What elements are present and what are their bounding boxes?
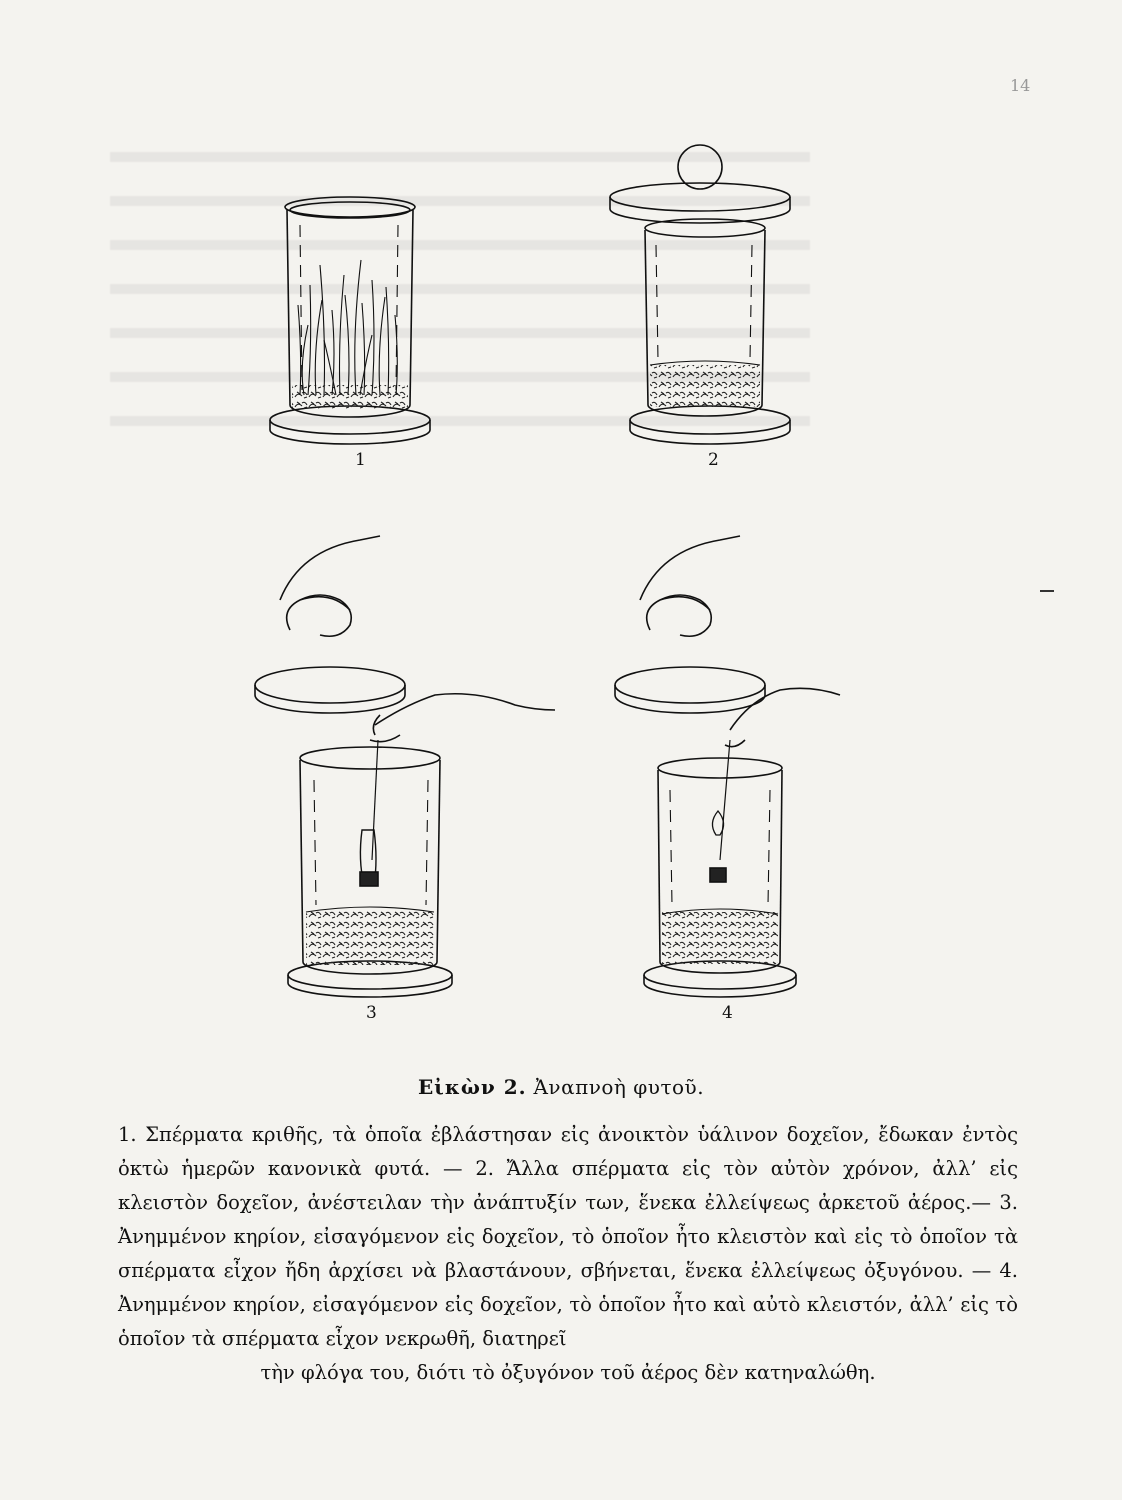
page-number: 14 <box>1010 76 1031 95</box>
panel-number-1: 1 <box>355 450 366 470</box>
caption-last-line: τὴν φλόγα του, διότι τὸ ὀξυγόνον τοῦ ἀέρος δὲν κατηναλώθη. <box>260 1361 876 1384</box>
jar-2-closed-no-growth <box>610 145 790 444</box>
jar-4-candle-burning <box>615 536 840 997</box>
caption-paragraph: 1. Σπέρματα κριθῆς, τὰ ὁποῖα ἐβλάστησαν εἰς ἀνοικτὸν ὑάλινον δοχεῖον, ἔδωκαν ἐντὸς ὀκτὼ ἡμερῶν κανονικὰ φυτά. — 2. Ἄλλα σπέρματα εἰς τὸν αὐτὸν χρόνον, ἀλλ’ εἰς κλειστὸν δοχεῖον, ἀνέστειλαν τὴν ἀνάπτυξίν των, ἕνεκα ἐλλείψεως ἀρκετοῦ ἀέρος.— 3. Ἀνημμένον κηρίον, εἰσαγόμενον εἰς δοχεῖον, τὸ ὁποῖον ἦτο κλειστὸν καὶ εἰς τὸ ὁποῖον τὰ σπέρματα εἶχον ἤδη ἀρχίσει νὰ βλαστάνουν, σβήνεται, ἕνεκα ἐλλείψεως ὀξυγόνου. — 4. Ἀνημμένον κηρίον, εἰσαγόμενον εἰς δοχεῖον, τὸ ὁποῖον ἦτο καὶ αὐτὸ κλειστόν, ἀλλ’ εἰς τὸ ὁποῖον τὰ σπέρματα εἶχον νεκρωθῆ, διατηρεῖ <box>118 1123 1018 1350</box>
figure-title: Ἀναπνοὴ φυτοῦ. <box>533 1075 705 1099</box>
jar-1-open-with-sprouts <box>270 197 430 444</box>
panel-number-4: 4 <box>722 1003 733 1023</box>
figure-caption-body <box>118 1118 1018 1390</box>
figure-label: Εἰκὼν 2. <box>417 1075 527 1099</box>
figure-caption-title <box>0 1075 1122 1099</box>
jar-3-candle-extinguished <box>255 536 555 997</box>
panel-number-2: 2 <box>708 450 719 470</box>
panel-number-3: 3 <box>366 1003 377 1023</box>
